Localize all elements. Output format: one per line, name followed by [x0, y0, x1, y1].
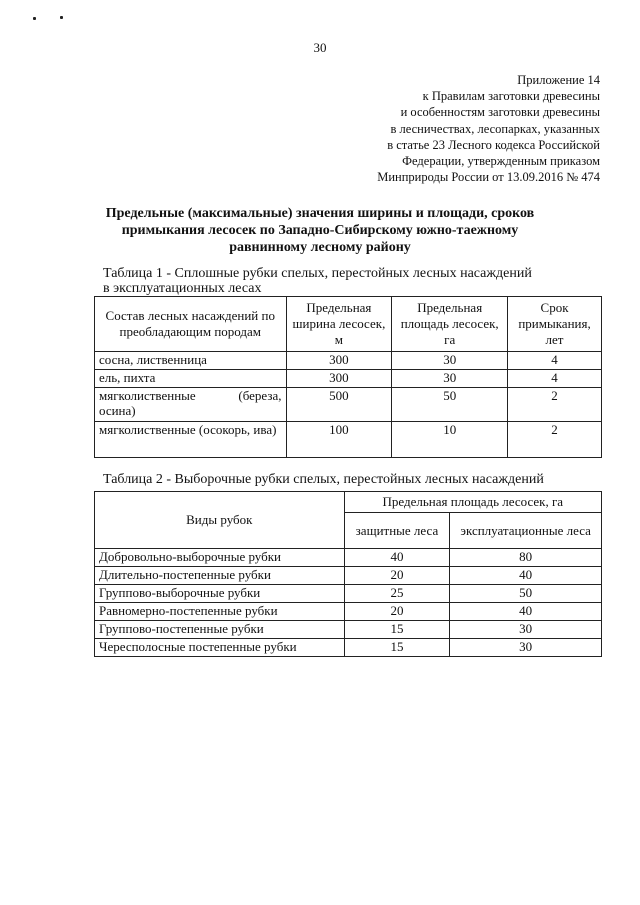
- term-cell: 4: [508, 370, 602, 388]
- table1-header-term: Срок примыкания, лет: [508, 297, 602, 352]
- title-line: примыкания лесосек по Западно-Сибирскому южно-таежному: [121, 223, 519, 238]
- table-row: [95, 567, 602, 585]
- table-row: [95, 639, 602, 657]
- protective-cell: 15: [344, 621, 450, 639]
- appendix-note: [300, 72, 600, 185]
- term-cell: 2: [508, 388, 602, 422]
- cutting-type-cell: Длительно-постепенные рубки: [95, 567, 345, 585]
- table1-header-width: Предельная ширина лесосек, м: [286, 297, 392, 352]
- protective-cell: 20: [344, 603, 450, 621]
- species-cell: мягколиственные (осокорь, ива): [95, 422, 287, 458]
- exploitation-cell: 40: [450, 603, 602, 621]
- table1-header-area: Предельная площадь лесосек, га: [392, 297, 508, 352]
- exploitation-cell: 50: [450, 585, 602, 603]
- table-row: [95, 603, 602, 621]
- term-cell: 4: [508, 352, 602, 370]
- table1-caption: [103, 266, 532, 296]
- table-row: [95, 549, 602, 567]
- table-row: [95, 621, 602, 639]
- width-cell: 500: [286, 388, 392, 422]
- table-row: [95, 422, 602, 458]
- table1-caption-line: Таблица 1 - Сплошные рубки спелых, перестойных лесных насаждений: [103, 266, 532, 281]
- table1-caption-line: в эксплуатационных лесах: [103, 281, 262, 296]
- table1-header-row: [95, 297, 602, 352]
- width-cell: 300: [286, 370, 392, 388]
- species-cell: мягколиственные (береза, осина): [95, 388, 287, 422]
- exploitation-cell: 80: [450, 549, 602, 567]
- area-cell: 50: [392, 388, 508, 422]
- cutting-type-cell: Группово-выборочные рубки: [95, 585, 345, 603]
- width-cell: 100: [286, 422, 392, 458]
- table2-caption: Таблица 2 - Выборочные рубки спелых, перестойных лесных насаждений: [103, 472, 544, 487]
- document-title: [80, 205, 560, 256]
- area-cell: 30: [392, 370, 508, 388]
- exploitation-cell: 30: [450, 621, 602, 639]
- table2-header-area: Предельная площадь лесосек, га: [344, 492, 601, 513]
- area-cell: 10: [392, 422, 508, 458]
- table2-header-row: [95, 492, 602, 513]
- table-row: [95, 585, 602, 603]
- table-row: [95, 370, 602, 388]
- area-cell: 30: [392, 352, 508, 370]
- exploitation-cell: 30: [450, 639, 602, 657]
- appendix-line: Минприроды России от 13.09.2016 № 474: [377, 170, 600, 185]
- protective-cell: 15: [344, 639, 450, 657]
- table-row: [95, 388, 602, 422]
- table-row: [95, 352, 602, 370]
- table2-header-exploitation: эксплуатационные леса: [450, 513, 602, 549]
- table2: [94, 491, 602, 657]
- exploitation-cell: 40: [450, 567, 602, 585]
- term-cell: 2: [508, 422, 602, 458]
- protective-cell: 40: [344, 549, 450, 567]
- cutting-type-cell: Чересполосные постепенные рубки: [95, 639, 345, 657]
- cutting-type-cell: Добровольно-выборочные рубки: [95, 549, 345, 567]
- appendix-line: Приложение 14: [517, 73, 600, 87]
- scan-mark: [60, 16, 63, 19]
- title-line: Предельные (максимальные) значения ширины и площади, сроков: [105, 206, 535, 221]
- appendix-line: к Правилам заготовки древесины: [422, 89, 600, 104]
- width-cell: 300: [286, 352, 392, 370]
- cutting-type-cell: Группово-постепенные рубки: [95, 621, 345, 639]
- table2-header-protective: защитные леса: [344, 513, 450, 549]
- appendix-line: и особенностям заготовки древесины: [400, 105, 600, 120]
- protective-cell: 25: [344, 585, 450, 603]
- appendix-line: Федерации, утвержденным приказом: [402, 154, 600, 169]
- title-line: равнинному лесному району: [229, 240, 411, 255]
- species-cell: ель, пихта: [95, 370, 287, 388]
- appendix-line: в лесничествах, лесопарках, указанных: [390, 121, 600, 136]
- table1: [94, 296, 602, 458]
- protective-cell: 20: [344, 567, 450, 585]
- species-cell: сосна, лиственница: [95, 352, 287, 370]
- table2-header-type: Виды рубок: [95, 492, 345, 549]
- cutting-type-cell: Равномерно-постепенные рубки: [95, 603, 345, 621]
- scan-mark: [33, 17, 36, 20]
- appendix-line: в статье 23 Лесного кодекса Российской: [387, 137, 600, 152]
- page-number: 30: [313, 40, 327, 55]
- table1-header-species: Состав лесных насаждений по преобладающим породам: [95, 297, 287, 352]
